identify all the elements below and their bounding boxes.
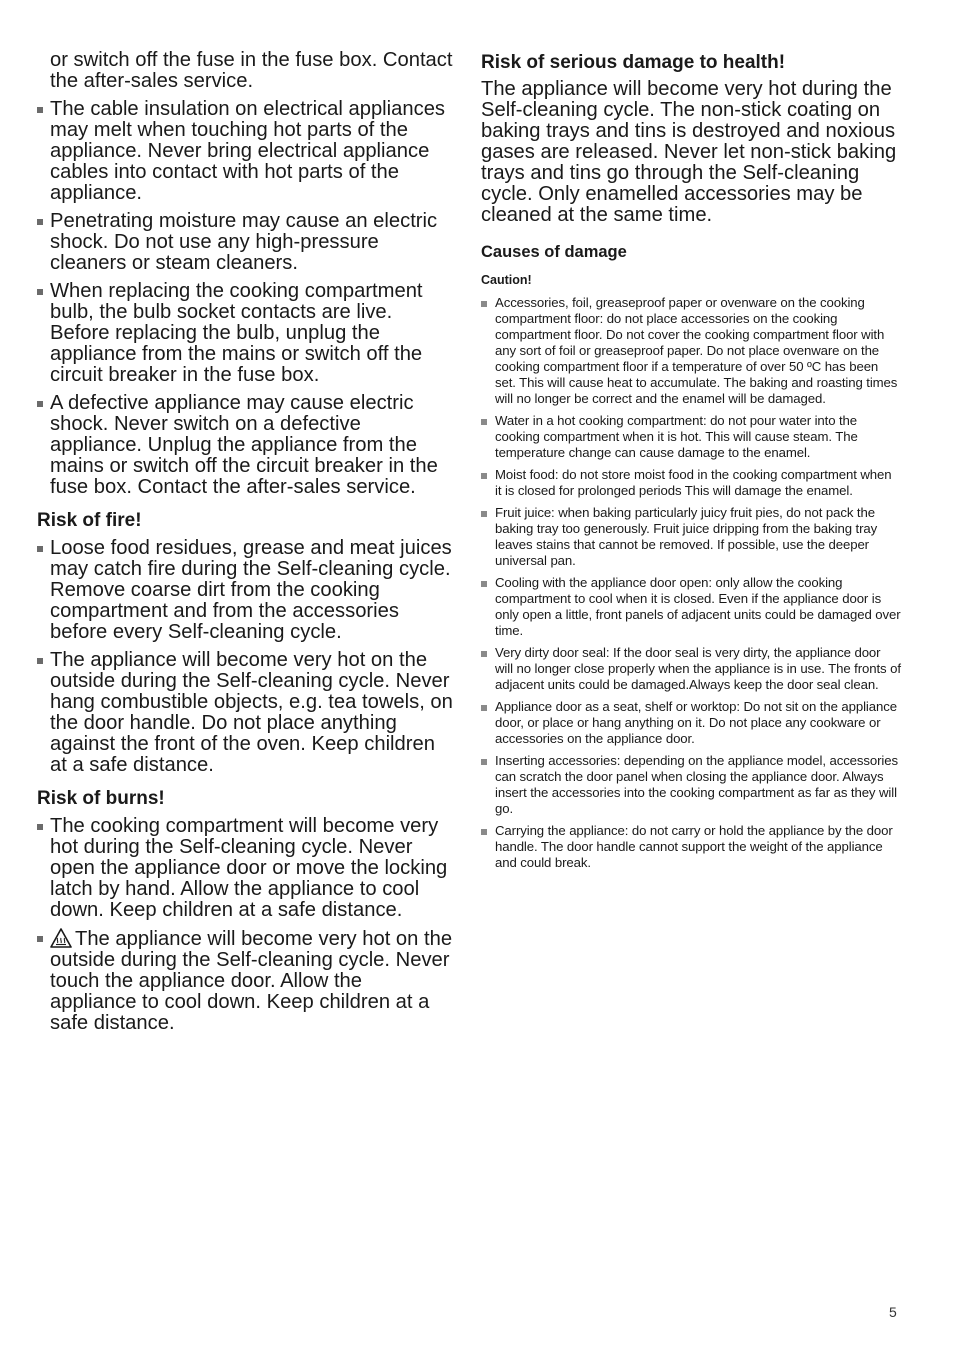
burns-list — [37, 816, 453, 1034]
bullet-square-icon — [481, 651, 487, 657]
burns-heading: Risk of burns! — [37, 788, 165, 809]
bullet-square-icon — [37, 936, 43, 942]
list-item: The cooking compartment will become very hot during the Self-cleaning cycle. Never open the appliance door or move the locking latch by hand. Allow the appliance to cool down. Keep children at a safe distance. — [37, 816, 453, 921]
page-number: 5 — [889, 1304, 897, 1320]
list-item: The appliance will become very hot on the outside during the Self-cleaning cycle. Never hang combustible objects, e.g. tea towels, on the door handle. Do not place anything against the front of the oven. Keep children at a safe distance. — [37, 650, 453, 776]
health-text: The appliance will become very hot during the Self-cleaning cycle. The non-stick coating on baking trays and tins is destroyed and noxious gases are released. Never let non-stick baking trays and tins go through the Self-cleaning cycle. Only enamelled accessories may be cleaned at the same time. — [481, 78, 897, 226]
list-item: When replacing the cooking compartment bulb, the bulb socket contacts are live. Before replacing the bulb, unplug the appliance from the mains or switch off the circuit breaker in the fuse box. — [37, 281, 453, 386]
list-item: The cable insulation on electrical appliances may melt when touching hot parts of the appliance. Never bring electrical appliance cables into contact with hot parts of the appliance. — [37, 99, 453, 204]
bullet-square-icon — [37, 219, 43, 225]
list-item: Moist food: do not store moist food in the cooking compartment when it is closed for prolonged periods This will damage the enamel. — [481, 467, 901, 499]
bullet-square-icon — [481, 511, 487, 517]
list-item: Inserting accessories: depending on the appliance model, accessories can scratch the door panel when closing the appliance door. Always insert the accessories into the cooking compartment as far as they will go. — [481, 753, 901, 817]
list-item: Water in a hot cooking compartment: do not pour water into the cooking compartment when it is hot. This will cause steam. The temperature change can cause damage to the enamel. — [481, 413, 901, 461]
bullet-square-icon — [481, 705, 487, 711]
fire-list — [37, 538, 453, 776]
electrical-safety-list — [37, 99, 453, 498]
bullet-square-icon — [37, 107, 43, 113]
caution-label: Caution! — [481, 273, 532, 287]
list-item: Appliance door as a seat, shelf or worktop: Do not sit on the appliance door, or place or hang anything on it. Do not place any cookware or accessories on the appliance door. — [481, 699, 901, 747]
bullet-square-icon — [481, 759, 487, 765]
list-item: Very dirty door seal: If the door seal is very dirty, the appliance door will no longer close properly when the appliance is in use. The fronts of adjacent units could be damaged.Always keep the door seal clean. — [481, 645, 901, 693]
bullet-square-icon — [37, 658, 43, 664]
list-item: The appliance will become very hot on the outside during the Self-cleaning cycle. Never touch the appliance door. Allow the appliance to cool down. Keep children at a safe distance. — [37, 928, 453, 1034]
list-item: Cooling with the appliance door open: only allow the cooking compartment to cool when it is closed. Even if the appliance door is only open a little, front panels of adjacent units could be damaged over time. — [481, 575, 901, 639]
bullet-square-icon — [37, 824, 43, 830]
bullet-square-icon — [481, 419, 487, 425]
bullet-square-icon — [37, 546, 43, 552]
bullet-square-icon — [481, 581, 487, 587]
list-item: Carrying the appliance: do not carry or hold the appliance by the door handle. The door handle cannot support the weight of the appliance and could break. — [481, 823, 901, 871]
hot-surface-warning-icon — [50, 928, 72, 948]
list-item: Loose food residues, grease and meat juices may catch fire during the Self-cleaning cycle. Remove coarse dirt from the cooking compartment and from the accessories before every Self-cleaning cycle. — [37, 538, 453, 643]
bullet-square-icon — [37, 401, 43, 407]
list-item: Accessories, foil, greaseproof paper or ovenware on the cooking compartment floor: do not place accessories on the cooking compartment floor. Do not cover the cooking compartment floor with any sort of foil or greaseproof paper. Do not place ovenware on the cooking compartment floor if a temperature of over 50 ºC has been set. This will cause heat to accumulate. The baking and roasting times will no longer be correct and the enamel will be damaged. — [481, 295, 901, 407]
list-item: A defective appliance may cause electric shock. Never switch on a defective appliance. Unplug the appliance from the mains or switch off the circuit breaker in the fuse box. Contact the after-sales service. — [37, 393, 453, 498]
bullet-square-icon — [481, 301, 487, 307]
bullet-square-icon — [481, 473, 487, 479]
bullet-square-icon — [481, 829, 487, 835]
left-column — [37, 50, 453, 1041]
right-column — [481, 50, 901, 877]
continuation-text: or switch off the fuse in the fuse box. Contact the after-sales service. — [50, 49, 453, 92]
health-heading: Risk of serious damage to health! — [481, 52, 786, 73]
damage-list — [481, 295, 901, 871]
bullet-square-icon — [37, 289, 43, 295]
list-item: Fruit juice: when baking particularly juicy fruit pies, do not pack the baking tray too generously. Fruit juice dripping from the baking tray leaves stains that cannot be removed. If possible, use the deeper universal pan. — [481, 505, 901, 569]
fire-heading: Risk of fire! — [37, 510, 142, 531]
damage-heading: Causes of damage — [481, 243, 627, 261]
list-item: Penetrating moisture may cause an electric shock. Do not use any high-pressure cleaners or steam cleaners. — [37, 211, 453, 274]
